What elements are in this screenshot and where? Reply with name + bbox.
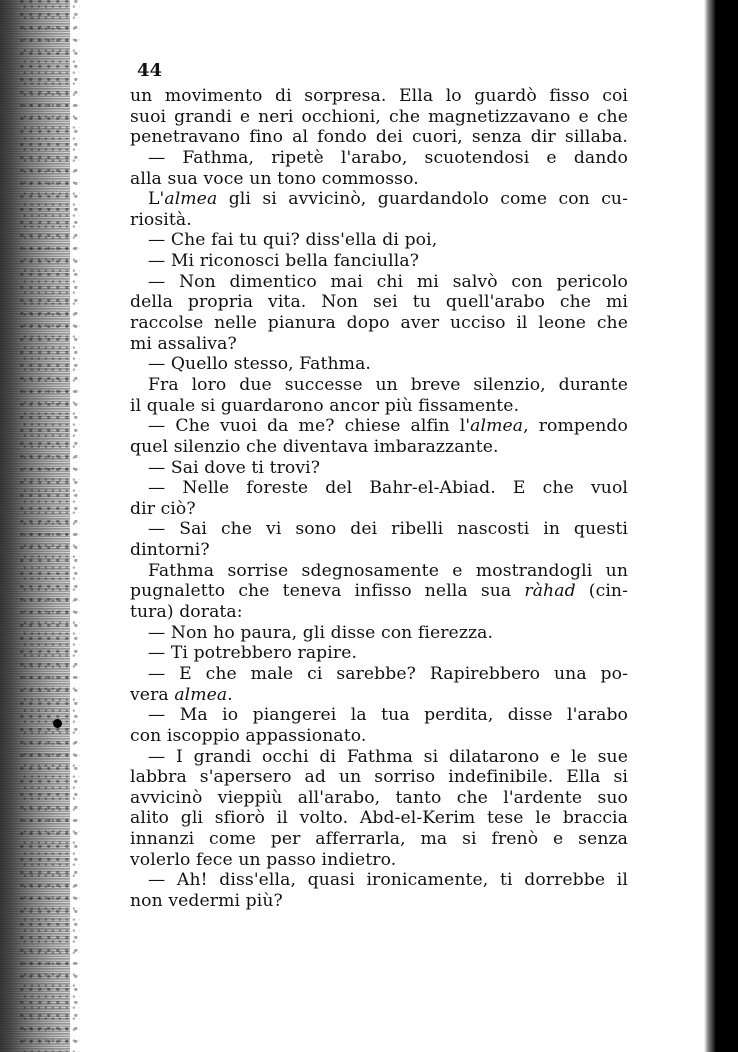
italic-word: ràhad (524, 581, 576, 602)
text-line: innanzi come per afferrarla, ma si frenò e senza (130, 829, 628, 850)
text-segment: L' (148, 189, 165, 210)
text-line: non vedermi più? (130, 890, 283, 911)
ink-dot (53, 719, 62, 728)
text-line: — Ti potrebbero rapire. (148, 643, 358, 664)
text-line: Fra loro due successe un breve silenzio, durante (148, 374, 628, 395)
page-number: 44 (137, 60, 163, 81)
text-line: con iscoppio appassionato. (130, 725, 367, 746)
text-line: — Non dimentico mai chi mi salvò con pericolo (148, 271, 628, 292)
page-body-text (130, 86, 628, 912)
text-line: dir ciò? (130, 498, 196, 519)
right-binding-edge (704, 0, 738, 1052)
text-line: il quale si guardarono ancor più fissamente. (130, 395, 520, 416)
text-line: alito gli sfiorò il volto. Abd-el-Kerim tese le braccia (130, 808, 628, 829)
text-line: un movimento di sorpresa. Ella lo guardò fisso coi (130, 86, 628, 106)
scan-noise (20, 0, 80, 1052)
text-line: — I grandi occhi di Fathma si dilatarono e le sue (148, 746, 628, 767)
text-line: Fathma sorrise sdegnosamente e mostrandogli un (148, 560, 628, 581)
text-segment: , rompendo (523, 416, 628, 437)
text-line: volerlo fece un passo indietro. (130, 849, 397, 870)
italic-word: almea (164, 189, 218, 210)
text-line: raccolse nelle pianura dopo aver ucciso il leone che (130, 313, 628, 334)
text-line: penetravano fino al fondo dei cuori, senza dir sillaba. (130, 127, 628, 148)
text-segment: pugnaletto che teneva infisso nella sua (130, 581, 525, 602)
text-line: quel silenzio che diventava imbarazzante. (130, 436, 499, 457)
text-line: mi assaliva? (130, 333, 237, 354)
text-line: — Sai che vi sono dei ribelli nascosti in questi (148, 519, 628, 540)
italic-word: almea (470, 416, 524, 437)
text-line: — E che male ci sarebbe? Rapirebbero una po- (148, 663, 628, 684)
text-line: labbra s'apersero ad un sorriso indefinibile. Ella si (130, 767, 628, 788)
text-line: — Fathma, ripetè l'arabo, scuotendosi e dando (148, 147, 628, 168)
text-line: — Nelle foreste del Bahr-el-Abiad. E che vuol (148, 478, 628, 499)
text-line (130, 189, 628, 210)
italic-word: almea (174, 684, 228, 705)
text-line: — Ah! diss'ella, quasi ironicamente, ti dorrebbe il (148, 870, 628, 891)
text-line: alla sua voce un tono commosso. (130, 168, 419, 189)
text-line (130, 581, 628, 602)
text-line (130, 416, 628, 437)
text-segment: (cin- (575, 581, 628, 602)
text-line: dintorni? (130, 540, 210, 561)
text-segment: — Che vuoi da me? chiese alfin l' (148, 416, 471, 437)
text-line: — Mi riconosci bella fanciulla? (148, 251, 420, 272)
text-segment: vera (130, 684, 175, 705)
text-line: — Non ho paura, gli disse con fierezza. (148, 622, 494, 643)
text-line: — Quello stesso, Fathma. (148, 354, 371, 375)
text-line: tura) dorata: (130, 602, 243, 623)
text-line: avvicinò vieppiù all'arabo, tanto che l'ardente suo (130, 787, 628, 808)
text-line (130, 685, 628, 706)
text-line: — Che fai tu qui? diss'ella di poi, (148, 230, 438, 251)
text-line: della propria vita. Non sei tu quell'arabo che mi (130, 292, 628, 313)
text-segment: . (227, 684, 233, 705)
text-line: riosità. (130, 209, 192, 230)
text-segment: gli si avvicinò, guardandolo come con cu- (217, 189, 628, 210)
text-line: suoi grandi e neri occhioni, che magnetizzavano e che (130, 106, 628, 127)
text-line: — Sai dove ti trovi? (148, 457, 321, 478)
text-line: — Ma io piangerei la tua perdita, disse l'arabo (148, 705, 628, 726)
